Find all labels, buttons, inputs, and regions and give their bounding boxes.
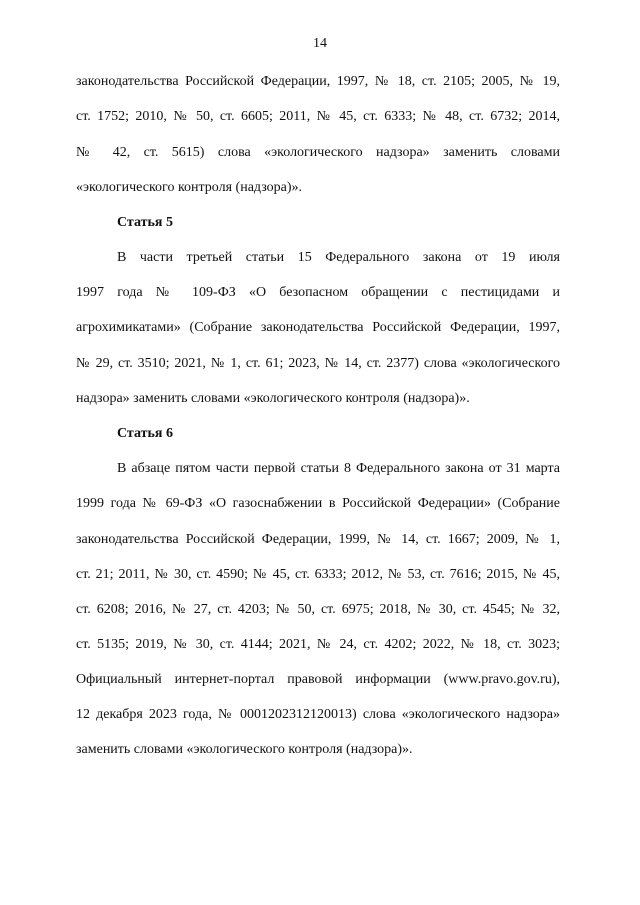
article-6-line-2: 1999 года № 69-ФЗ «О газоснабжении в Российской Федерации» (Собрание [76, 496, 560, 511]
para1-line-2: ст. 1752; 2010, № 50, ст. 6605; 2011, № 45, ст. 6333; № 48, ст. 6732; 2014, [76, 109, 560, 124]
article-5-line-1: В части третьей статьи 15 Федерального закона от 19 июля [117, 250, 560, 265]
article-5-line-5: надзора» заменить словами «экологического контроля (надзора)». [76, 391, 470, 406]
article-6-line-6: ст. 5135; 2019, № 30, ст. 4144; 2021, № 24, ст. 4202; 2022, № 18, ст. 3023; [76, 637, 560, 652]
article-5-line-2: 1997 года № 109-ФЗ «О безопасном обращении с пестицидами и [76, 285, 560, 300]
page-number: 14 [313, 36, 327, 51]
article-6-line-3: законодательства Российской Федерации, 1999, № 14, ст. 1667; 2009, № 1, [76, 532, 560, 547]
article-6-line-1: В абзаце пятом части первой статьи 8 Федерального закона от 31 марта [117, 461, 560, 476]
article-5-line-4: № 29, ст. 3510; 2021, № 1, ст. 61; 2023, № 14, ст. 2377) слова «экологического [76, 356, 560, 371]
article-5-line-3: агрохимикатами» (Собрание законодательства Российской Федерации, 1997, [76, 320, 560, 335]
article-6-line-9: заменить словами «экологического контроля (надзора)». [76, 742, 413, 757]
para1-line-3: № 42, ст. 5615) слова «экологического надзора» заменить словами [76, 145, 560, 160]
article-6-heading: Статья 6 [117, 426, 173, 441]
article-5-heading: Статья 5 [117, 215, 173, 230]
article-6-line-8: 12 декабря 2023 года, № 0001202312120013) слова «экологического надзора» [76, 707, 560, 722]
article-6-line-4: ст. 21; 2011, № 30, ст. 4590; № 45, ст. 6333; 2012, № 53, ст. 7616; 2015, № 45, [76, 567, 560, 582]
article-6-line-7: Официальный интернет-портал правовой информации (www.pravo.gov.ru), [76, 672, 560, 687]
para1-line-1: законодательства Российской Федерации, 1997, № 18, ст. 2105; 2005, № 19, [76, 74, 560, 89]
para1-line-4: «экологического контроля (надзора)». [76, 180, 303, 195]
article-6-line-5: ст. 6208; 2016, № 27, ст. 4203; № 50, ст. 6975; 2018, № 30, ст. 4545; № 32, [76, 602, 560, 617]
